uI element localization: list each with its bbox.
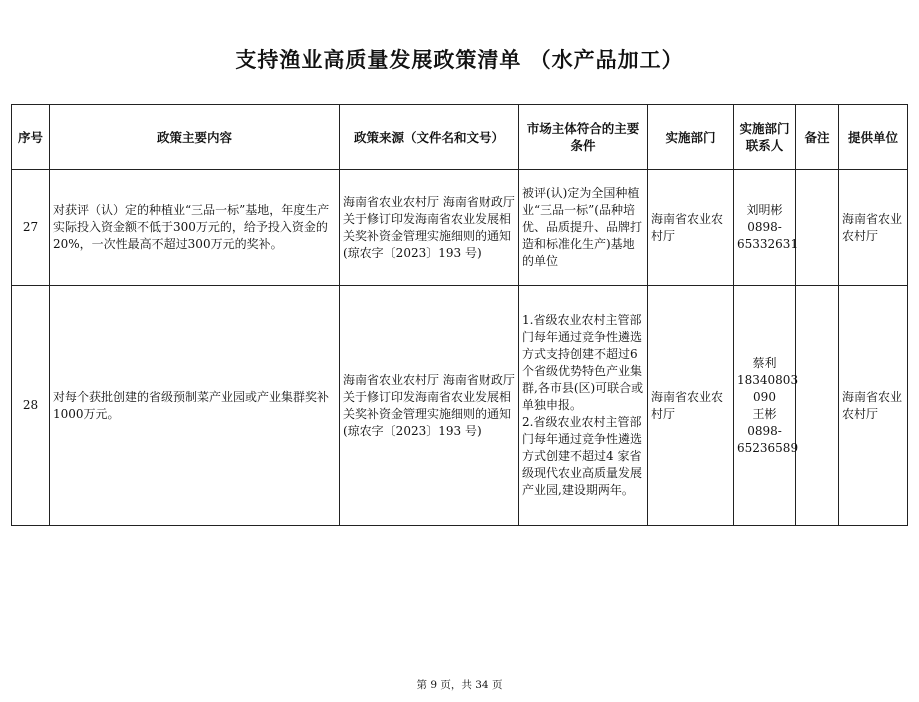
table-header-row — [12, 105, 908, 170]
row-conditions: 1.省级农业农村主管部门每年通过竞争性遴选方式支持创建不超过6个省级优势特色产业集群,各市县(区)可联合或单独申报。 2.省级农业农村主管部门每年通过竞争性遴选方式创建不超过4 家省级现代农业高质量发展产业园,建设期两年。 — [519, 286, 648, 526]
row-no: 27 — [12, 170, 50, 286]
row-source: 海南省农业农村厅 海南省财政厅关于修订印发海南省农业发展相关奖补资金管理实施细则的通知(琼农字〔2023〕193 号) — [340, 170, 519, 286]
row-provider: 海南省农业农村厅 — [839, 286, 908, 526]
row-dept: 海南省农业农村厅 — [648, 286, 734, 526]
row-content: 对每个获批创建的省级预制菜产业园或产业集群奖补1000万元。 — [50, 286, 340, 526]
row-source: 海南省农业农村厅 海南省财政厅关于修订印发海南省农业发展相关奖补资金管理实施细则的通知(琼农字〔2023〕193 号) — [340, 286, 519, 526]
row-no: 28 — [12, 286, 50, 526]
policy-table — [11, 104, 908, 526]
row-content: 对获评（认）定的种植业“三品一标”基地，年度生产实际投入资金额不低于300万元的，给予投入资金的20%，一次性最高不超过300万元的奖补。 — [50, 170, 340, 286]
row-contact: 刘明彬 0898- 65332631 — [734, 170, 796, 286]
table-row — [12, 286, 908, 526]
page-title: 支持渔业高质量发展政策清单 （水产品加工） — [235, 48, 684, 72]
table-row — [12, 170, 908, 286]
row-remark — [796, 286, 839, 526]
row-provider: 海南省农业农村厅 — [839, 170, 908, 286]
header-source: 政策来源（文件名和文号） — [340, 105, 519, 170]
header-contact: 实施部门联系人 — [734, 105, 796, 170]
header-remark: 备注 — [796, 105, 839, 170]
row-remark — [796, 170, 839, 286]
header-no: 序号 — [12, 105, 50, 170]
page-footer: 第 9 页，共 34 页 — [416, 679, 503, 691]
row-conditions: 被评(认)定为全国种植业“三品一标”(品种培优、品质提升、品牌打造和标准化生产)基地的单位 — [519, 170, 648, 286]
row-dept: 海南省农业农村厅 — [648, 170, 734, 286]
header-conditions: 市场主体符合的主要条件 — [519, 105, 648, 170]
header-content: 政策主要内容 — [50, 105, 340, 170]
header-provider: 提供单位 — [839, 105, 908, 170]
header-dept: 实施部门 — [648, 105, 734, 170]
row-contact: 蔡利 18340803 090 王彬 0898- 65236589 — [734, 286, 796, 526]
